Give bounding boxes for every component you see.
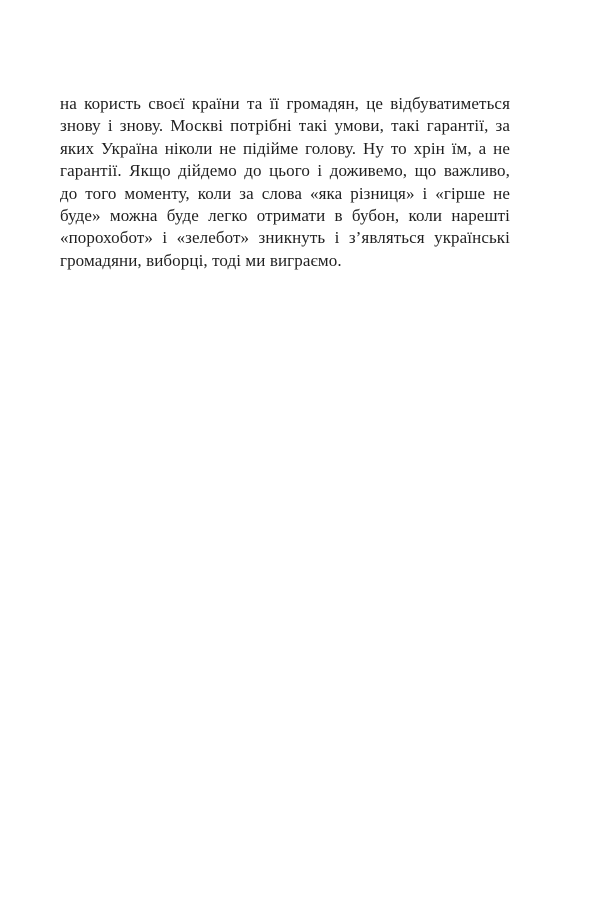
text-line: знову і знову. Москві потрібні такі умови, такі гарантії, за bbox=[60, 116, 510, 136]
text-line: на користь своєї країни та її громадян, це відбуватиметься bbox=[60, 94, 510, 113]
text-line: яких Україна ніколи не підійме голову. Ну то хрін їм, а не bbox=[60, 138, 510, 158]
text-line: до того моменту, коли за слова «яка різниця» і «гірше не bbox=[60, 183, 510, 203]
text-line: гарантії. Якщо дійдемо до цього і доживемо, що важливо, bbox=[60, 161, 510, 181]
body-text-paragraph bbox=[60, 93, 510, 272]
text-line: «порохобот» і «зелебот» зникнуть і з’являться українські bbox=[60, 228, 510, 248]
text-line: громадяни, виборці, тоді ми виграємо. bbox=[60, 250, 342, 270]
text-line: буде» можна буде легко отримати в бубон, коли нарешті bbox=[60, 206, 510, 226]
